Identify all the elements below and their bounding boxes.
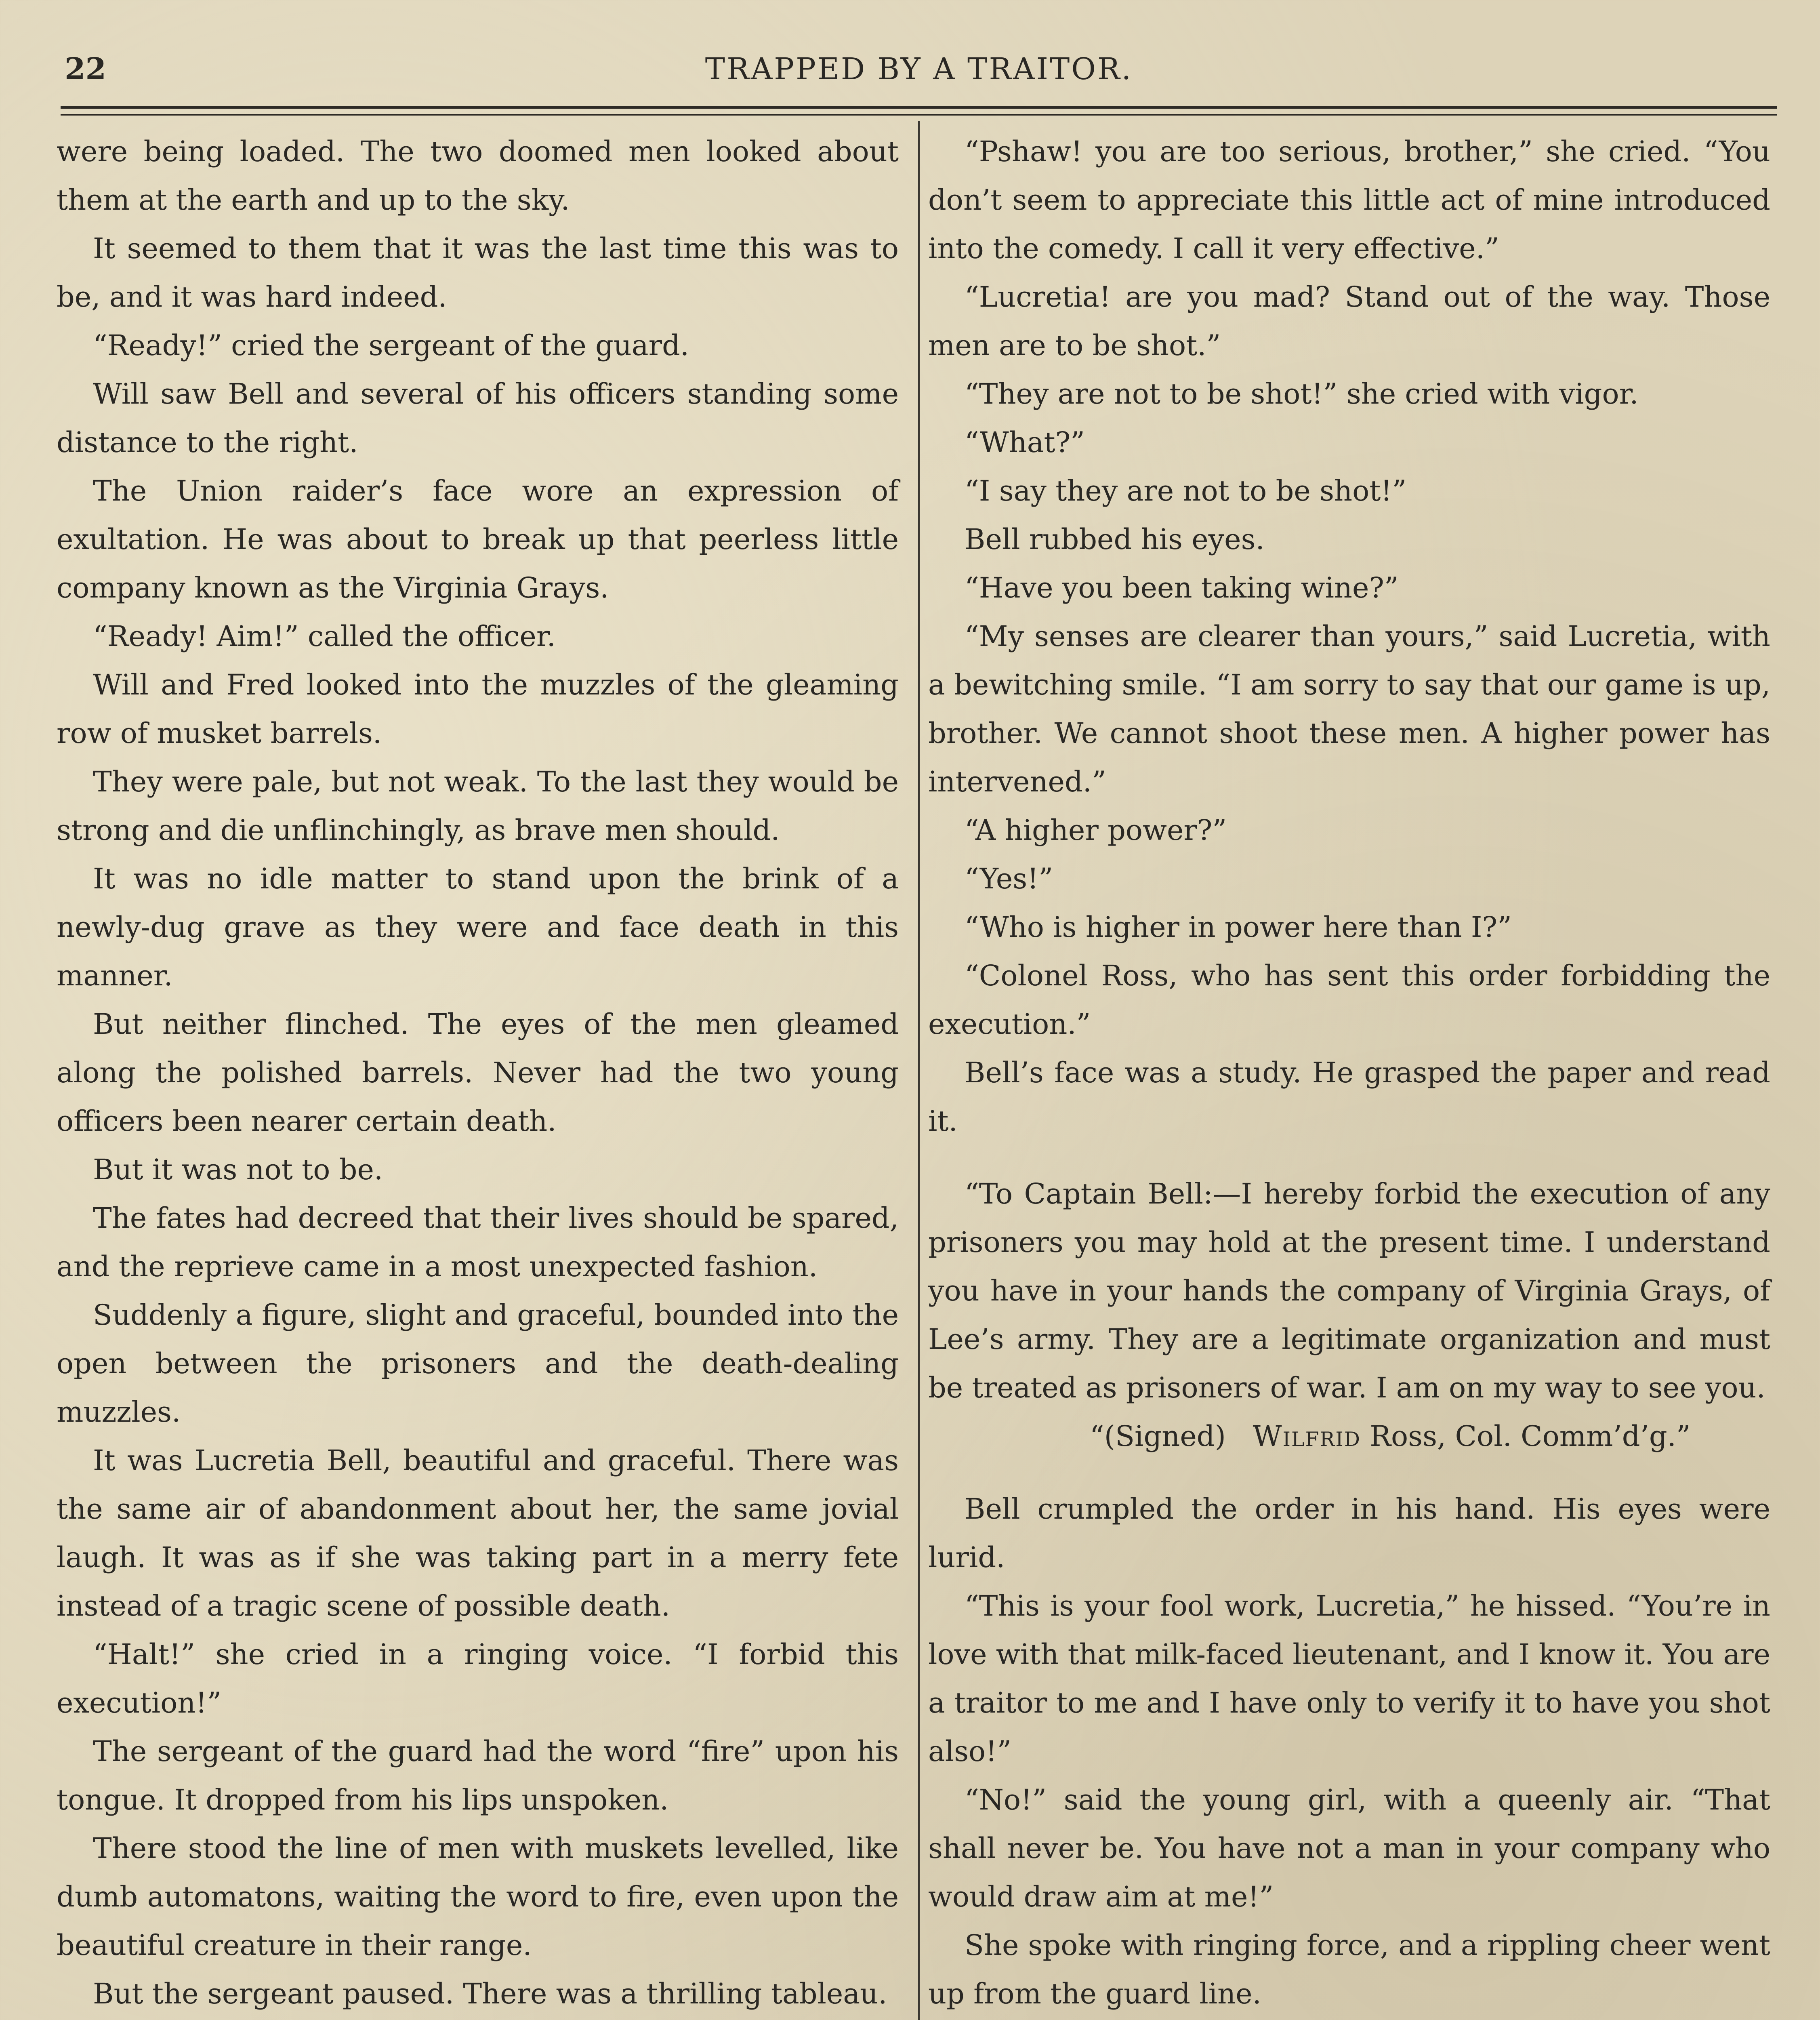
- signer-title: Ross, Col. Comm’d’g.”: [1370, 1420, 1691, 1453]
- paragraph: The Union raider’s face wore an expression of exultation. He was about to break up that peerless little company known as the Virginia Grays.: [57, 474, 899, 604]
- paragraph: There stood the line of men with muskets levelled, like dumb automatons, waiting the word to fire, even upon the beautiful creature in their range.: [57, 1832, 899, 1962]
- letter-spacer: [928, 1145, 1770, 1170]
- paragraph: “Halt!” she cried in a ringing voice. “I forbid this execution!”: [57, 1638, 899, 1719]
- page-header: [61, 44, 1777, 97]
- signed-label: “(Signed): [1090, 1420, 1226, 1453]
- paragraph: “What?”: [965, 426, 1085, 459]
- paragraph: “Yes!”: [965, 862, 1053, 895]
- paragraph: Bell crumpled the order in his hand. His eyes were lurid.: [928, 1492, 1770, 1574]
- paragraph: Bell rubbed his eyes.: [965, 523, 1265, 556]
- paragraph: Bell’s face was a study. He grasped the paper and read it.: [928, 1056, 1770, 1138]
- paragraph: “Pshaw! you are too serious, brother,” she cried. “You don’t seem to appreciate this little act of mine introduced into the comedy. I call it very effective.”: [928, 135, 1770, 265]
- letter-signature: [928, 1412, 1770, 1460]
- paragraph: “A higher power?”: [965, 814, 1227, 847]
- paragraph: Will saw Bell and several of his officers standing some distance to the right.: [57, 377, 899, 459]
- paragraph: “Colonel Ross, who has sent this order forbidding the execution.”: [928, 959, 1770, 1041]
- paragraph: “Have you been taking wine?”: [965, 571, 1399, 604]
- paragraph: Will and Fred looked into the muzzles of the gleaming row of musket barrels.: [57, 668, 899, 750]
- paragraph: were being loaded. The two doomed men looked about them at the earth and up to the sky.: [57, 135, 899, 217]
- paragraph: But neither flinched. The eyes of the men gleamed along the polished barrels. Never had the two young officers been nearer certain death.: [57, 1008, 899, 1138]
- paragraph: [57, 2018, 899, 2020]
- paragraph: “No!” said the young girl, with a queenly air. “That shall never be. You have not a man in your company who would draw aim at me!”: [928, 1783, 1770, 1913]
- header-rule-thick: [61, 106, 1777, 109]
- header-rule-thin: [61, 114, 1777, 116]
- paragraph: [928, 2018, 1770, 2020]
- paragraph: “I say they are not to be shot!”: [965, 474, 1407, 507]
- column-divider: [918, 121, 920, 2020]
- paragraph: It seemed to them that it was the last time this was to be, and it was hard indeed.: [57, 232, 899, 314]
- paragraph: But it was not to be.: [93, 1153, 383, 1186]
- paragraph: “Ready! Aim!” called the officer.: [93, 620, 556, 653]
- paragraph: “Who is higher in power here than I?”: [965, 911, 1512, 944]
- paragraph: Suddenly a figure, slight and graceful, bounded into the open between the prisoners and the death-dealing muzzles.: [57, 1298, 899, 1429]
- signer-name: Wilfrid: [1253, 1420, 1361, 1453]
- letter-spacer: [928, 1460, 1770, 1485]
- paragraph: “Lucretia! are you mad? Stand out of the way. Those men are to be shot.”: [928, 280, 1770, 362]
- letter-body: “To Captain Bell:—I hereby forbid the execution of any prisoners you may hold at the present time. I understand you have in your hands the company of Virginia Grays, of Lee’s army. They are a legitimate organization and must be treated as prisoners of war. I am on my way to see you.: [928, 1177, 1770, 1404]
- paragraph: “Ready!” cried the sergeant of the guard.: [93, 329, 689, 362]
- paragraph: “They are not to be shot!” she cried with vigor.: [965, 377, 1639, 410]
- paragraph: They were pale, but not weak. To the last they would be strong and die unflinchingly, as brave men should.: [57, 765, 899, 847]
- order-letter: [928, 1170, 1770, 1460]
- paragraph: It was no idle matter to stand upon the brink of a newly-dug grave as they were and face death in this manner.: [57, 862, 899, 992]
- paragraph: The fates had decreed that their lives should be spared, and the reprieve came in a most unexpected fashion.: [57, 1201, 899, 1283]
- paragraph: But the sergeant paused. There was a thrilling tableau.: [93, 1977, 887, 2010]
- paragraph: The sergeant of the guard had the word “fire” upon his tongue. It dropped from his lips unspoken.: [57, 1735, 899, 1816]
- left-column: [57, 127, 899, 2020]
- page-number: 22: [65, 52, 106, 86]
- paragraph: “My senses are clearer than yours,” said Lucretia, with a bewitching smile. “I am sorry to say that our game is up, brother. We cannot shoot these men. A higher power has intervened.”: [928, 620, 1770, 798]
- paragraph: “This is your fool work, Lucretia,” he hissed. “You’re in love with that milk-faced lieutenant, and I know it. You are a traitor to me and I have only to verify it to have you shot also!”: [928, 1589, 1770, 1768]
- right-column: [928, 127, 1770, 2020]
- running-title: TRAPPED BY A TRAITOR.: [705, 52, 1133, 86]
- paragraph: It was Lucretia Bell, beautiful and graceful. There was the same air of abandonment about her, the same jovial laugh. It was as if she was taking part in a merry fete instead of a tragic scene of possible death.: [57, 1444, 899, 1622]
- paragraph: She spoke with ringing force, and a rippling cheer went up from the guard line.: [928, 1929, 1770, 2010]
